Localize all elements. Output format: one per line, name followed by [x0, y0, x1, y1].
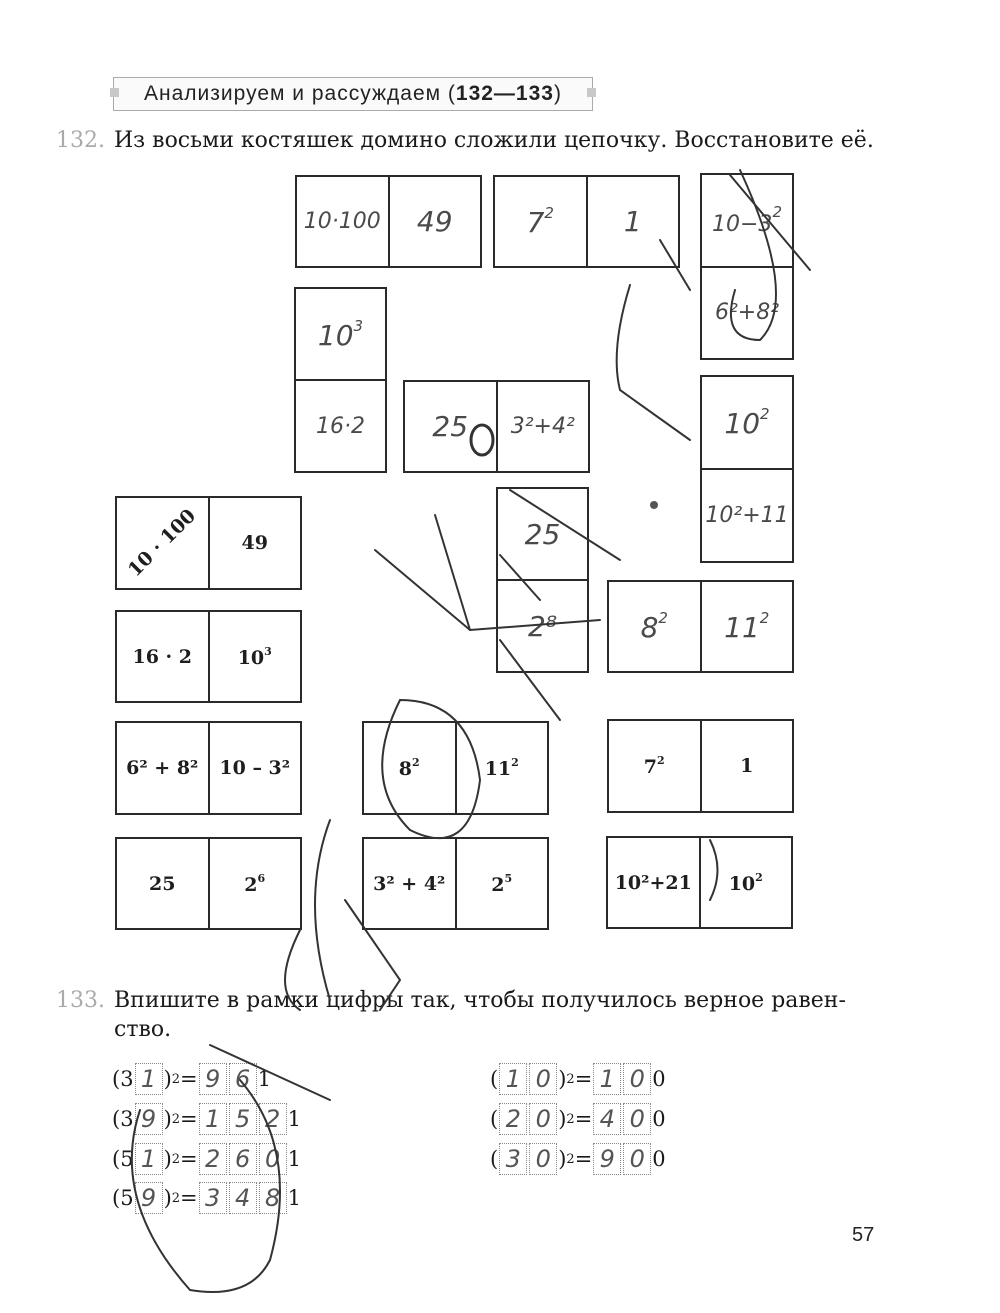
hand-d8-left: $8^2$	[640, 609, 668, 644]
hand-d3-top: $10-3^2$	[712, 203, 782, 238]
printed-d6-right: $2^5$	[491, 871, 513, 896]
digit-cell[interactable]: 4	[593, 1103, 621, 1135]
task-132-text: Из восьми костяшек домино сложили цепочку. Восстановите её.	[114, 128, 874, 153]
hand-d8-right: $11^2$	[724, 609, 770, 644]
printed-domino-8	[606, 836, 793, 929]
printed-domino-1	[115, 496, 302, 590]
digit-cell[interactable]: 4	[229, 1182, 257, 1214]
digit-cell[interactable]: 0	[623, 1103, 651, 1135]
equation-left-4: (5 9 ) 2 = 3 4 8 1	[112, 1184, 302, 1212]
banner-left-marker	[110, 88, 119, 97]
digit-cell[interactable]: 1	[593, 1063, 621, 1095]
equation-right-2: ( 2 0 ) 2 = 4 0 0	[490, 1105, 666, 1133]
digit-cell[interactable]: 9	[593, 1143, 621, 1175]
printed-d2-left: 16 · 2	[132, 645, 192, 668]
digit-cell[interactable]: 1	[135, 1143, 163, 1175]
digit-cell[interactable]: 0	[529, 1143, 557, 1175]
digit-cell[interactable]: 1	[499, 1063, 527, 1095]
printed-d8-left: 10²+21	[614, 871, 692, 894]
banner-text: Анализируем и рассуждаем (132—133)	[144, 82, 562, 105]
printed-d3-right: 10 – 3²	[219, 757, 291, 779]
digit-cell[interactable]: 2	[499, 1103, 527, 1135]
printed-d1-left: 10 · 100	[124, 504, 201, 582]
hand-domino-4	[294, 287, 387, 473]
printed-d4-right: $2^6$	[244, 871, 266, 896]
printed-domino-5	[362, 721, 549, 815]
equation-right-3: ( 3 0 ) 2 = 9 0 0	[490, 1145, 666, 1173]
hand-d3-bottom: 6²+8²	[714, 300, 780, 326]
scribble-stroke	[435, 515, 470, 630]
digit-cell[interactable]: 9	[135, 1182, 163, 1214]
digit-cell[interactable]: 0	[529, 1063, 557, 1095]
digit-cell[interactable]: 6	[229, 1063, 257, 1095]
scribble-stroke	[617, 285, 690, 440]
digit-cell[interactable]: 0	[623, 1063, 651, 1095]
printed-domino-7	[607, 719, 794, 813]
printed-domino-4	[115, 837, 302, 930]
digit-cell[interactable]: 5	[229, 1103, 257, 1135]
digit-cell[interactable]: 1	[199, 1103, 227, 1135]
digit-cell[interactable]: 0	[259, 1143, 287, 1175]
printed-domino-3	[115, 721, 302, 815]
task-132-number: 132.	[56, 128, 105, 153]
equation-left-3: (5 1 ) 2 = 2 6 0 1	[112, 1145, 302, 1173]
hand-d4-top: $10^3$	[317, 316, 364, 352]
printed-d3-left: 6² + 8²	[126, 757, 199, 779]
section-banner	[113, 77, 593, 111]
hand-d5-right: 3²+4²	[510, 414, 575, 439]
digit-cell[interactable]: 0	[529, 1103, 557, 1135]
hand-d1-left: 10·100	[303, 209, 381, 234]
hand-d1-right: 49	[416, 205, 453, 238]
digit-cell[interactable]: 2	[259, 1103, 287, 1135]
printed-domino-6	[362, 837, 549, 930]
digit-cell[interactable]: 3	[499, 1143, 527, 1175]
hand-domino-6	[700, 375, 794, 563]
digit-cell[interactable]: 9	[199, 1063, 227, 1095]
printed-d4-left: 25	[149, 872, 176, 895]
printed-d7-right: 1	[740, 755, 754, 777]
printed-d5-left: $8^2$	[398, 756, 420, 780]
task-133-text-line1: Впишите в рамки цифры так, чтобы получилось верное равен-	[114, 988, 846, 1013]
hand-d6-top: $10^2$	[724, 405, 770, 440]
equation-left-1: (3 1 ) 2 = 9 6 1	[112, 1065, 272, 1093]
task-133-text-line2: ство.	[114, 1017, 172, 1042]
printed-domino-2	[115, 610, 302, 703]
digit-cell[interactable]: 2	[199, 1143, 227, 1175]
printed-d6-left: 3² + 4²	[373, 872, 446, 895]
scribble-stroke	[315, 820, 330, 1000]
scribble-dot	[650, 501, 658, 509]
printed-d1-right: 49	[241, 532, 268, 554]
printed-d8-right: $10^2$	[728, 870, 763, 895]
hand-d7-top: 25	[524, 517, 561, 551]
hand-d5-left: 25	[432, 410, 469, 443]
hand-domino-2	[493, 175, 680, 268]
digit-cell[interactable]: 9	[135, 1103, 163, 1135]
equation-right-1: ( 1 0 ) 2 = 1 0 0	[490, 1065, 666, 1093]
digit-cell[interactable]: 0	[623, 1143, 651, 1175]
hand-domino-7	[496, 487, 589, 673]
printed-d5-right: $11^2$	[484, 756, 519, 780]
digit-cell[interactable]: 3	[199, 1182, 227, 1214]
hand-domino-5	[403, 380, 590, 473]
hand-d6-bottom: 10²+11	[705, 503, 789, 528]
page-number: 57	[852, 1224, 875, 1246]
hand-domino-8	[607, 580, 794, 673]
equation-left-2: (3 9 ) 2 = 1 5 2 1	[112, 1105, 302, 1133]
hand-d4-bottom: 16·2	[316, 413, 365, 439]
hand-domino-3	[700, 173, 794, 360]
banner-right-marker	[587, 88, 596, 97]
task-133-number: 133.	[56, 988, 105, 1013]
hand-domino-1	[295, 175, 482, 268]
hand-d2-left: $7^2$	[526, 204, 554, 239]
hand-d2-right: 1	[623, 205, 642, 238]
digit-cell[interactable]: 1	[135, 1063, 163, 1095]
hand-d7-bottom: 2⁸	[527, 609, 558, 643]
printed-d2-right: $10^3$	[237, 644, 272, 669]
digit-cell[interactable]: 6	[229, 1143, 257, 1175]
digit-cell[interactable]: 8	[259, 1182, 287, 1214]
printed-d7-left: $7^2$	[643, 754, 665, 778]
